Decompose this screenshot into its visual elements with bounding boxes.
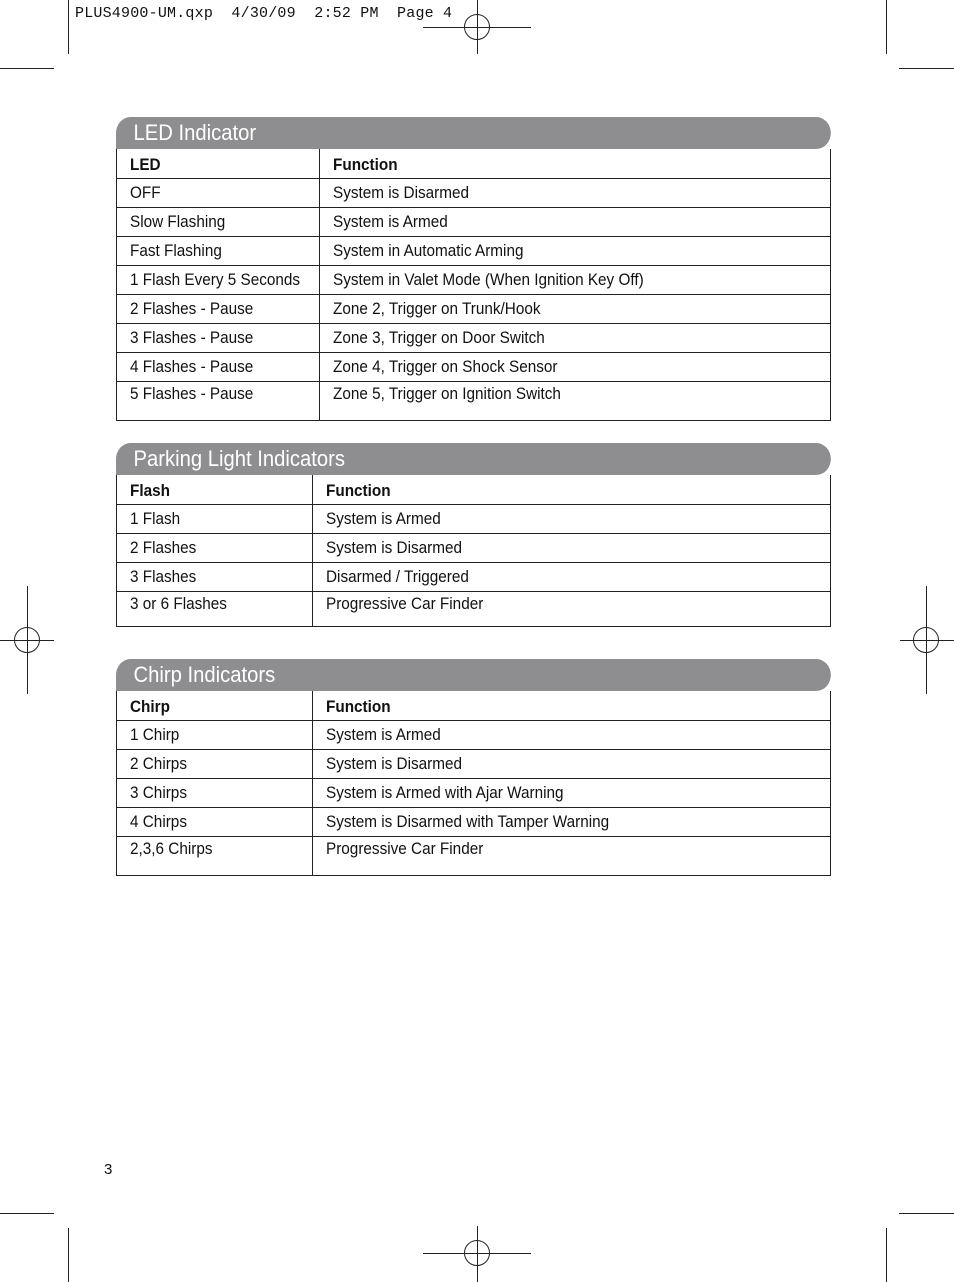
table-cell: 3 Flashes	[117, 563, 313, 592]
table-cell: OFF	[117, 179, 320, 208]
chirp-indicators-section	[116, 659, 831, 876]
table-cell: Zone 3, Trigger on Door Switch	[319, 324, 830, 353]
table-row	[117, 563, 831, 592]
table-cell: Slow Flashing	[117, 208, 320, 237]
table-row	[117, 208, 831, 237]
table-row	[117, 382, 831, 421]
table-cell: System is Armed	[319, 208, 830, 237]
table-row	[117, 750, 831, 779]
chirp-indicators-table	[116, 691, 831, 876]
table-cell: Fast Flashing	[117, 237, 320, 266]
table-cell: 4 Flashes - Pause	[117, 353, 320, 382]
table-cell: Disarmed / Triggered	[313, 563, 831, 592]
table-row	[117, 779, 831, 808]
table-cell: System in Valet Mode (When Ignition Key Off)	[319, 266, 830, 295]
table-cell: Progressive Car Finder	[313, 837, 831, 876]
section-title: LED Indicator	[133, 120, 257, 145]
table-row	[117, 808, 831, 837]
table-cell: System is Disarmed	[319, 179, 830, 208]
table-cell: 3 Flashes - Pause	[117, 324, 320, 353]
table-row	[117, 237, 831, 266]
table-cell: System is Disarmed with Tamper Warning	[313, 808, 831, 837]
table-row	[117, 295, 831, 324]
table-row	[117, 592, 831, 627]
section-header	[116, 117, 831, 149]
column-header: Function	[326, 696, 391, 716]
table-cell: 1 Flash Every 5 Seconds	[117, 266, 320, 295]
table-cell: System is Disarmed	[313, 534, 831, 563]
table-cell: 5 Flashes - Pause	[117, 382, 320, 421]
table-cell: 3 Chirps	[117, 779, 313, 808]
table-cell: System is Armed with Ajar Warning	[313, 779, 831, 808]
table-cell: 2 Chirps	[117, 750, 313, 779]
table-row	[117, 324, 831, 353]
table-row	[117, 837, 831, 876]
led-indicator-section	[116, 117, 831, 421]
table-row	[117, 353, 831, 382]
table-header-row	[117, 691, 831, 721]
table-cell: System is Armed	[313, 721, 831, 750]
column-header: Function	[326, 480, 391, 500]
table-cell: 1 Flash	[117, 505, 313, 534]
section-title: Parking Light Indicators	[133, 446, 345, 471]
table-row	[117, 179, 831, 208]
page-number: 3	[104, 1161, 113, 1178]
print-slug-line: PLUS4900-UM.qxp 4/30/09 2:52 PM Page 4	[75, 5, 453, 22]
parking-light-indicators-section	[116, 443, 831, 627]
table-cell: System is Disarmed	[313, 750, 831, 779]
table-cell: 2 Flashes	[117, 534, 313, 563]
section-header	[116, 659, 831, 691]
parking-light-indicators-table	[116, 475, 831, 627]
column-header: LED	[117, 149, 320, 179]
column-header: Chirp	[117, 691, 313, 721]
column-header: Function	[332, 154, 398, 174]
table-cell: System in Automatic Arming	[319, 237, 830, 266]
table-row	[117, 534, 831, 563]
table-cell: Zone 2, Trigger on Trunk/Hook	[319, 295, 830, 324]
table-row	[117, 721, 831, 750]
table-cell: Zone 5, Trigger on Ignition Switch	[319, 382, 830, 421]
table-row	[117, 266, 831, 295]
led-indicator-table	[116, 149, 831, 421]
column-header: Flash	[117, 475, 313, 505]
table-cell: System is Armed	[313, 505, 831, 534]
table-cell: 2,3,6 Chirps	[117, 837, 313, 876]
table-header-row	[117, 475, 831, 505]
table-cell: 1 Chirp	[117, 721, 313, 750]
table-header-row	[117, 149, 831, 179]
section-title: Chirp Indicators	[133, 662, 276, 687]
section-header	[116, 443, 831, 475]
table-cell: 3 or 6 Flashes	[117, 592, 313, 627]
table-cell: Zone 4, Trigger on Shock Sensor	[319, 353, 830, 382]
table-cell: 4 Chirps	[117, 808, 313, 837]
table-row	[117, 505, 831, 534]
table-cell: Progressive Car Finder	[313, 592, 831, 627]
table-cell: 2 Flashes - Pause	[117, 295, 320, 324]
